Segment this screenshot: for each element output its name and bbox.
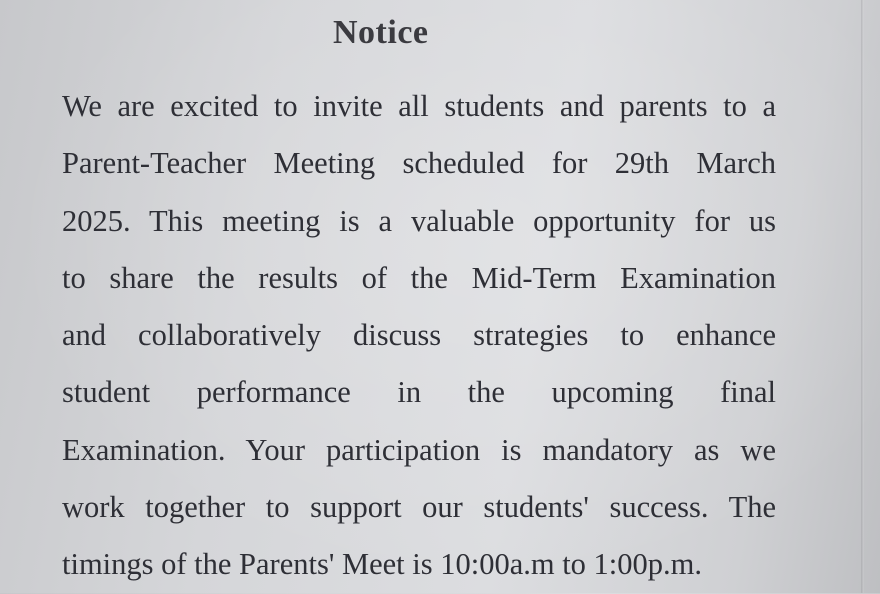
notice-title: Notice [333,14,429,51]
notice-line-5: and collaboratively discuss strategies to enhance [62,318,776,353]
notice-line-8: work together to support our students' success. The [62,490,776,525]
notice-line-1: We are excited to invite all students and parents to a [62,89,776,123]
notice-line-3: 2025. This meeting is a valuable opportunity for us [62,203,776,238]
notice-line-2: Parent-Teacher Meeting scheduled for 29th March [62,146,776,181]
notice-line-4: to share the results of the Mid-Term Examination [62,260,776,295]
notice-line-7: Examination. Your participation is mandatory as we [62,432,776,467]
notice-line-6: student performance in the upcoming final [62,375,776,410]
notice-line-9: timings of the Parents' Meet is 10:00a.m to 1:00p.m. [62,547,703,582]
paper-fold-shadow [861,0,864,593]
notice-body [62,78,776,594]
